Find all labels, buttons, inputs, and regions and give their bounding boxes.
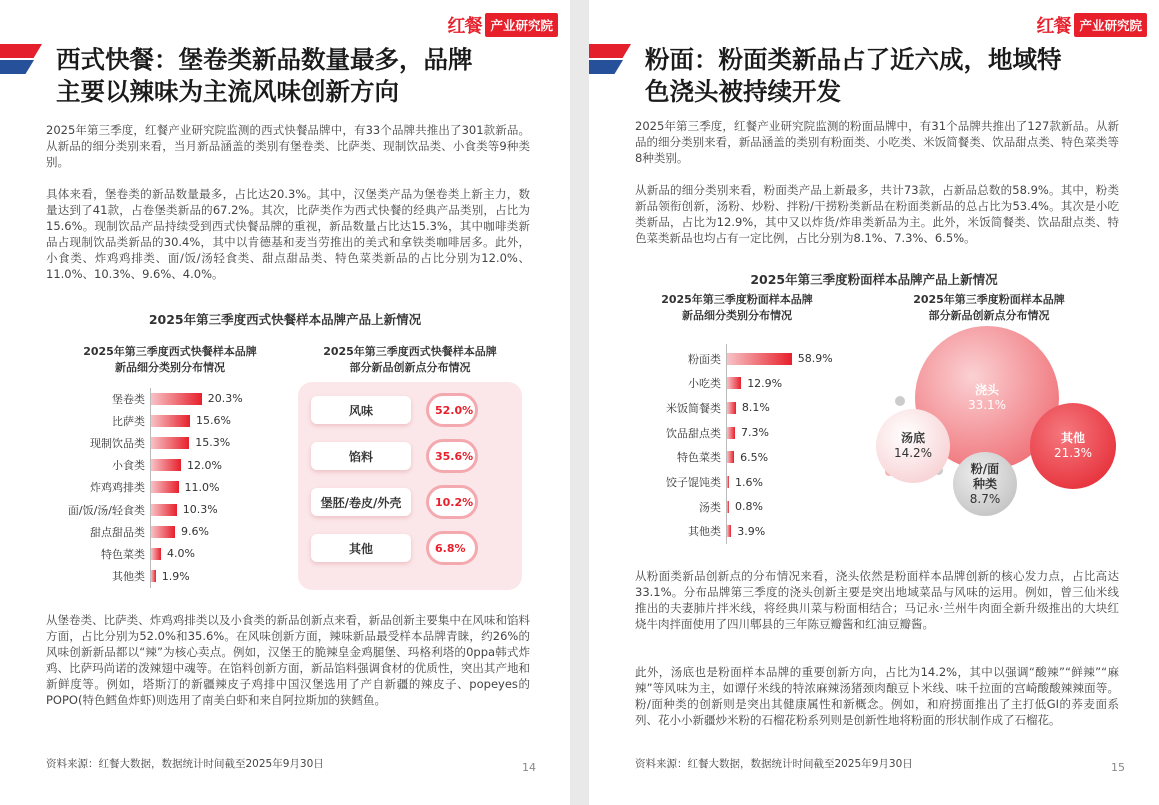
analysis-paragraph-2: 此外，汤底也是粉面样本品牌的重要创新方向，占比为14.2%，其中以强调“酸辣”“鲜辣”“麻辣”等风味为主，如谭仔米线的特浓麻辣汤猪颈肉酿豆卜米线、味千拉面的宫崎酸酸辣辣面等。粉/面种类的创新则是突出其健康属性和新概念。例如，和府捞面推出了主打低GI的荞麦面系列、花小小新疆炒米粉的石榴花粉系列则是创新性地将粉面的形状制作成了石榴花。 (635, 665, 1119, 727)
bar-label: 饮品甜点类 (666, 426, 721, 440)
innovation-pill: 堡胚/卷皮/外壳 (311, 488, 411, 516)
chart1-title: 2025年第三季度西式快餐样本品牌 新品细分类别分布情况 (83, 345, 257, 374)
bar (151, 526, 175, 538)
bar (151, 437, 189, 449)
bar-value: 7.3% (741, 426, 769, 440)
bar-row (699, 500, 763, 514)
pct-value: 35.6% (435, 450, 474, 463)
page-title: 西式快餐：堡卷类新品数量最多，品牌 主要以辣味为主流风味创新方向 (56, 45, 473, 106)
bar-label: 小吃类 (688, 377, 721, 391)
bar-row (688, 376, 783, 391)
bar (151, 504, 177, 516)
intro-paragraph: 2025年第三季度，红餐产业研究院监测的西式快餐品牌中，有33个品牌共推出了301款新品。从新品的细分类别来看，当月新品涵盖的类别有堡卷类、比萨类、现制饮品类、小食类等9种类别。 (46, 123, 530, 169)
chart1-title: 2025年第三季度粉面样本品牌 新品细分类别分布情况 (661, 293, 813, 322)
bar-label: 比萨类 (112, 414, 145, 428)
innovation-pill: 馅料 (311, 442, 411, 470)
bar (727, 476, 729, 488)
bar-value: 11.0% (184, 480, 220, 494)
bar-value: 10.3% (182, 503, 218, 516)
bar (151, 459, 181, 471)
bar (727, 353, 792, 365)
bar-row (90, 525, 209, 539)
title-flag (0, 44, 42, 76)
bar-label: 特色菜类 (101, 547, 145, 561)
bar-row (112, 569, 190, 584)
brand-box: 产业研究院 (485, 13, 558, 37)
chart1-bars (666, 352, 867, 542)
bar-row (666, 475, 763, 489)
bar-row (688, 352, 833, 366)
bar-value: 9.6% (181, 525, 209, 539)
bar-value: 1.6% (735, 475, 763, 489)
innovation-pill: 其他 (311, 534, 411, 562)
bar-value: 3.9% (737, 524, 766, 538)
bar-row (666, 401, 770, 415)
bar (727, 501, 729, 513)
bar-row (666, 426, 769, 440)
bar (727, 402, 736, 414)
bar-value: 20.3% (207, 392, 243, 405)
bar-row (677, 450, 769, 465)
bar (727, 525, 731, 537)
bar-value: 4.0% (167, 547, 195, 561)
pct-value: 52.0% (435, 404, 474, 417)
detail-paragraph: 从新品的细分类别来看，粉面类产品上新最多，共计73款，占新品总数的58.9%。其中，粉类新品领衔创新，汤粉、炒粉、拌粉/干捞粉类新品在粉面类新品的总占比为53.4%。其次是小吃类新品，占比为12.9%，其中又以炸货/炸串类新品为主。此外，米饭简餐类、饮品甜点类、特色菜类新品也均占有一定比例，占比分别为8.1%、7.3%、6.5%。 (635, 183, 1119, 245)
detail-paragraph: 具体来看，堡卷类的新品数量最多，占比达20.3%。其中，汉堡类产品为堡卷类上新主力，数量达到了41款，占卷堡类新品的67.2%。其次，比萨类作为西式快餐的经典产品类别，占比为15.6%。现制饮品产品持续受到西式快餐品牌的重视，新品数量占比达15.3%，其中咖啡类新品占现制饮品类新品的30.4%，其中以肯德基和麦当劳推出的美式和拿铁类咖啡居多。此外，小食类、炸鸡鸡排类、面/饭/汤轻食类、甜点甜品类、特色菜类新品的占比分别为12.0%、11.0%、10.3%、9.6%、4.0%。 (46, 187, 530, 281)
bar-row (112, 392, 243, 406)
bar-label: 其他类 (688, 525, 721, 539)
bar-row (67, 503, 218, 517)
source-note: 资料来源：红餐大数据，数据统计时间截至2025年9月30日 (46, 758, 324, 770)
bar-value: 12.0% (187, 458, 222, 472)
page-14 (0, 0, 570, 805)
bar-value: 58.9% (797, 352, 833, 365)
bar-label: 其他类 (112, 570, 145, 584)
bar (727, 451, 734, 463)
bar-value: 0.8% (735, 500, 763, 514)
intro-paragraph: 2025年第三季度，红餐产业研究院监测的粉面品牌中，有31个品牌共推出了127款新品。从新品的细分类别来看，新品涵盖的类别有粉面类、小吃类、米饭简餐类、饮品甜点类、特色菜类等8种类别。 (635, 119, 1119, 165)
bar-value: 12.9% (747, 376, 783, 390)
bar-row (688, 524, 766, 539)
bar-label: 小食类 (112, 459, 145, 473)
source-note: 资料来源：红餐大数据，数据统计时间截至2025年9月30日 (635, 758, 913, 770)
bar (151, 570, 156, 582)
innovation-pill: 风味 (311, 396, 411, 424)
chart1-bars (67, 392, 291, 584)
page-number: 15 (1111, 761, 1125, 774)
brand-mark: 红餐 (1036, 16, 1071, 37)
analysis-paragraph: 从堡卷类、比萨类、炸鸡鸡排类以及小食类的新品创新点来看，新品创新主要集中在风味和馅料方面，占比分别为52.0%和35.6%。在风味创新方面，辣味新品最受样本品牌青睐，约26%的风味创新新品都以“辣”为核心卖点。例如，汉堡王的脆辣皇金鸡腿堡、玛格利塔的0ppa韩式炸鸡、比萨玛尚诺的泼辣翅中魂等。在馅料创新方面，新品馅料强调食材的优质性，突出其产地和新鲜度等。例如，塔斯汀的新疆辣皮子鸡排中国汉堡选用了产自新疆的辣皮子、popeyes的POPO(特色鳕鱼炸虾)则选用了南美白虾和来自阿拉斯加的狭鳕鱼。 (46, 613, 530, 707)
page-15 (589, 0, 1159, 805)
bar-row (90, 436, 231, 450)
bar-label: 饺子馄饨类 (666, 476, 721, 489)
brand-logo (1036, 12, 1147, 38)
bar-label: 甜点甜品类 (90, 525, 145, 539)
brand-mark: 红餐 (447, 16, 482, 37)
bar (151, 393, 202, 405)
bar-label: 特色菜类 (677, 451, 721, 465)
bar-label: 炸鸡鸡排类 (90, 481, 145, 495)
page-title: 粉面：粉面类新品占了近六成，地域特 色浇头被持续开发 (645, 45, 1062, 106)
bar-label: 粉面类 (688, 352, 721, 366)
bar-label: 堡卷类 (112, 392, 145, 406)
bar (151, 415, 190, 427)
chart2-title: 2025年第三季度粉面样本品牌 部分新品创新点分布情况 (913, 293, 1065, 322)
pct-value: 10.2% (435, 496, 474, 509)
innovation-bubble: 粉/面 种类 8.7% (953, 452, 1017, 516)
section-title: 2025年第三季度西式快餐样本品牌产品上新情况 (148, 312, 422, 327)
bar-label: 现制饮品类 (90, 436, 145, 450)
innovation-bubble: 浇头 33.1% (915, 326, 1059, 470)
bar-label: 面/饭/汤/轻食类 (67, 503, 145, 517)
bar (151, 481, 179, 493)
section-title: 2025年第三季度粉面样本品牌产品上新情况 (750, 272, 998, 287)
bar-value: 8.1% (741, 401, 770, 415)
bar (151, 548, 161, 560)
innovation-bubble: 汤底 14.2% (876, 409, 950, 483)
analysis-paragraph: 从粉面类新品创新点的分布情况来看，浇头依然是粉面样本品牌创新的核心发力点，占比高达33.1%。分布品牌第三季度的浇头创新主要是突出地域菜品与风味的运用。例如，曾三仙米线推出的夫妻肺片拌米线，将经典川菜与粉面相结合；马记永·兰州牛肉面全新升级推出的大块红烧牛肉拌面使用了四川郫县的三年陈豆瓣酱和红油豆瓣酱。 (635, 569, 1119, 631)
bar (727, 427, 735, 439)
bar-row (101, 547, 195, 561)
bar-label: 汤类 (699, 500, 721, 514)
bar-row (90, 480, 220, 495)
chart2-title: 2025年第三季度西式快餐样本品牌 部分新品创新点分布情况 (323, 345, 497, 374)
bar-label: 米饭简餐类 (666, 401, 721, 415)
brand-logo (447, 12, 558, 38)
page-number: 14 (522, 761, 536, 774)
brand-box: 产业研究院 (1074, 13, 1147, 37)
bar-row (112, 414, 231, 428)
bar-value: 1.9% (161, 569, 190, 583)
bar (727, 377, 741, 389)
bar-value: 15.6% (196, 414, 231, 428)
pct-value: 6.8% (435, 542, 466, 555)
innovation-bubble: 其他 21.3% (1030, 403, 1116, 489)
bar-value: 15.3% (195, 436, 231, 450)
bar-row (112, 458, 222, 473)
title-flag (589, 44, 631, 76)
bar-value: 6.5% (740, 450, 769, 464)
